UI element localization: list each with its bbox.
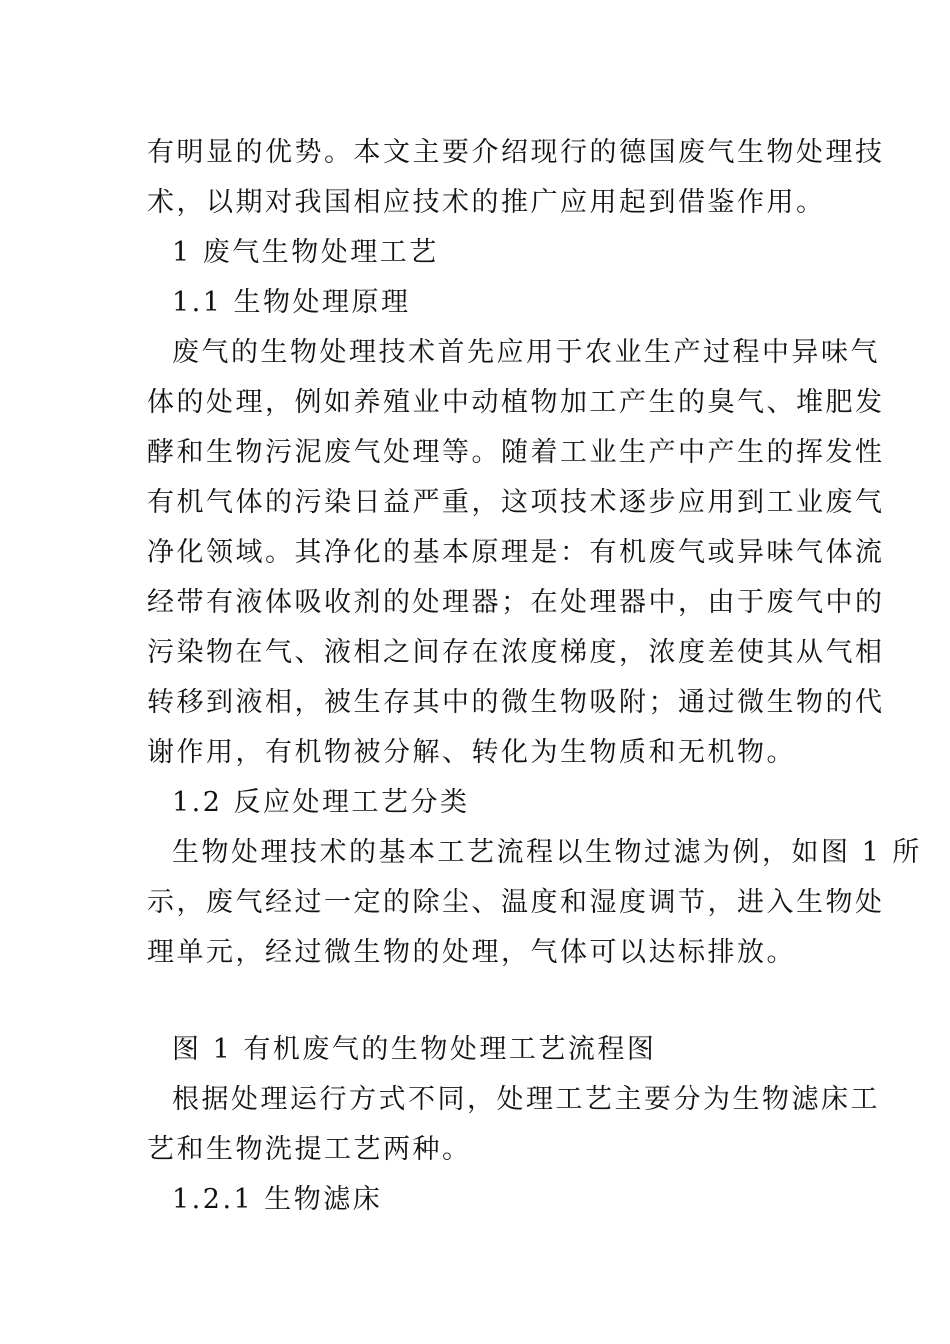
paragraph-line: 谢作用，有机物被分解、转化为生物质和无机物。 [147, 737, 796, 768]
paragraph-line: 有机气体的污染日益严重，这项技术逐步应用到工业废气 [147, 487, 885, 518]
figure-caption: 图 1 有机废气的生物处理工艺流程图 [172, 1034, 657, 1065]
paragraph-line: 废气的生物处理技术首先应用于农业生产过程中异味气 [172, 337, 880, 368]
subsection-heading: 1.2 反应处理工艺分类 [172, 787, 470, 818]
subsection-heading: 1.1 生物处理原理 [172, 287, 411, 318]
paragraph-line: 有明显的优势。本文主要介绍现行的德国废气生物处理技 [147, 137, 885, 168]
paragraph-line: 生物处理技术的基本工艺流程以生物过滤为例，如图 1 所 [172, 837, 922, 868]
paragraph-line: 污染物在气、液相之间存在浓度梯度，浓度差使其从气相 [147, 637, 885, 668]
paragraph-line: 酵和生物污泥废气处理等。随着工业生产中产生的挥发性 [147, 437, 885, 468]
paragraph-line: 根据处理运行方式不同，处理工艺主要分为生物滤床工 [172, 1084, 880, 1115]
subsubsection-heading: 1.2.1 生物滤床 [172, 1184, 383, 1215]
section-heading: 1 废气生物处理工艺 [172, 237, 439, 268]
paragraph-line: 净化领域。其净化的基本原理是：有机废气或异味气体流 [147, 537, 885, 568]
paragraph-line: 经带有液体吸收剂的处理器；在处理器中，由于废气中的 [147, 587, 885, 618]
paragraph-line: 术，以期对我国相应技术的推广应用起到借鉴作用。 [147, 187, 826, 218]
paragraph-line: 转移到液相，被生存其中的微生物吸附；通过微生物的代 [147, 687, 885, 718]
paragraph-line: 理单元，经过微生物的处理，气体可以达标排放。 [147, 937, 796, 968]
paragraph-line: 示，废气经过一定的除尘、温度和湿度调节，进入生物处 [147, 887, 885, 918]
paragraph-line: 体的处理，例如养殖业中动植物加工产生的臭气、堆肥发 [147, 387, 885, 418]
paragraph-line: 艺和生物洗提工艺两种。 [147, 1134, 472, 1165]
